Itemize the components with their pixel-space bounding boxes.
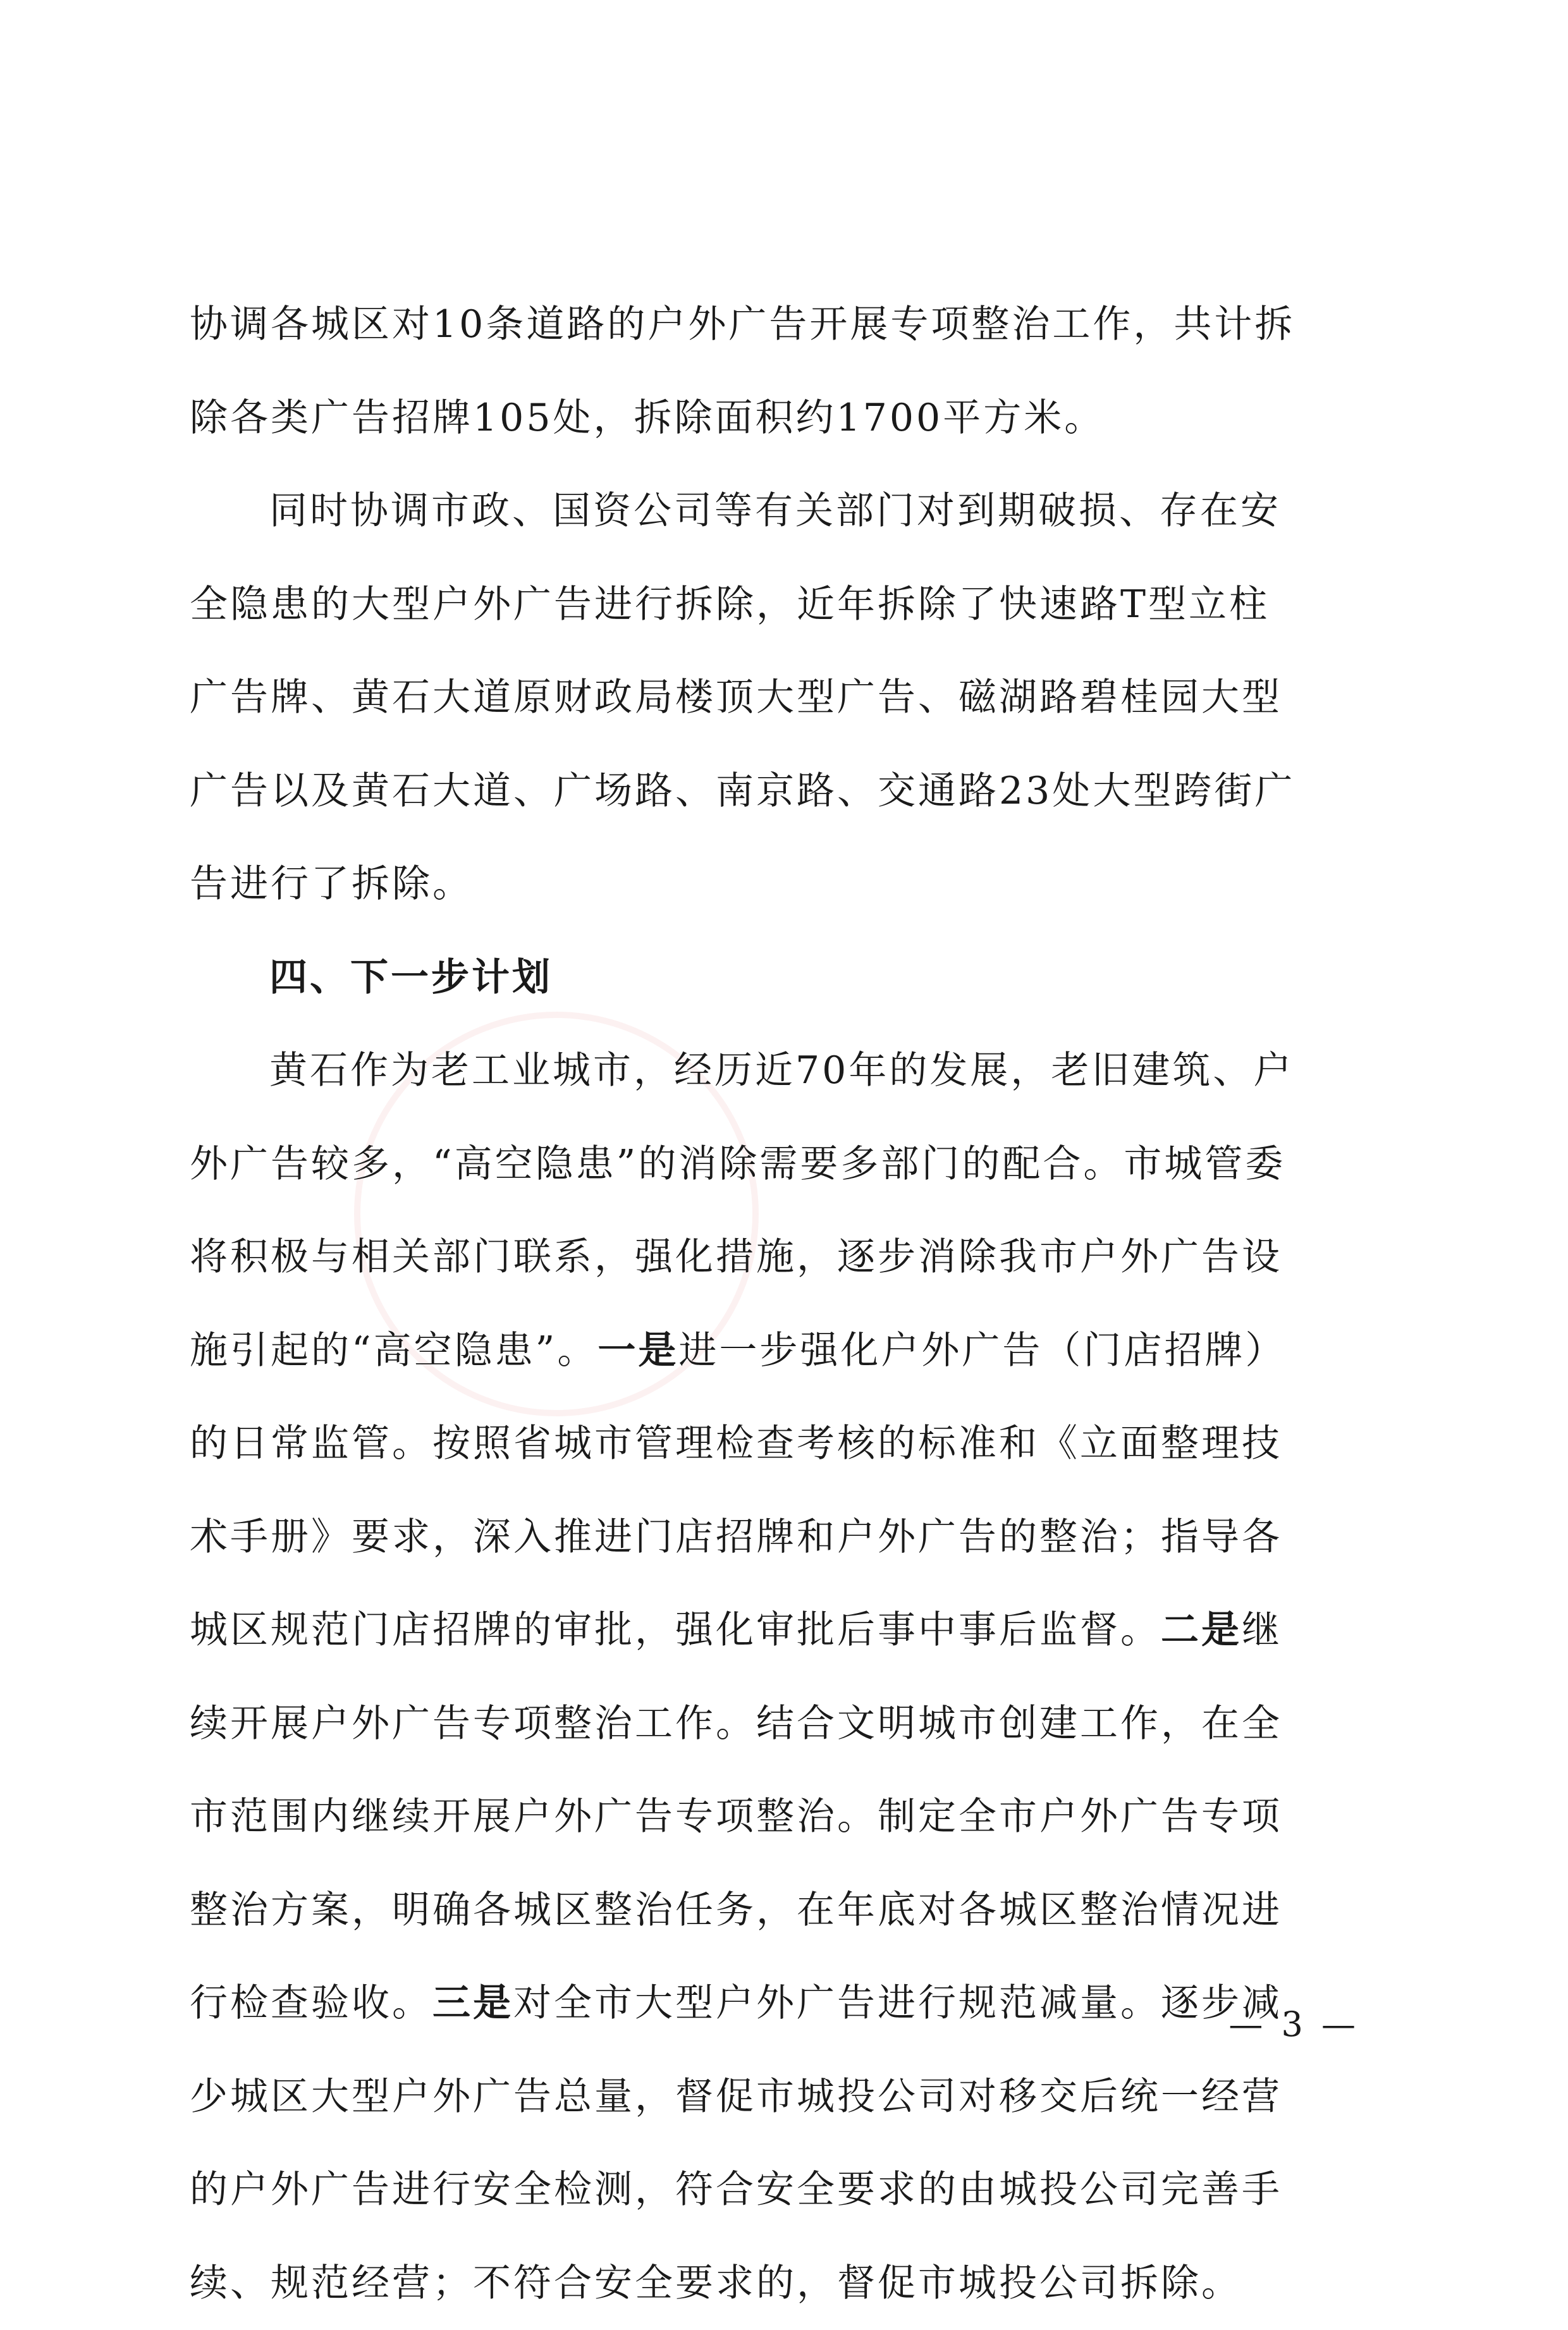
text-line: 续、规范经营；不符合安全要求的，督促市城投公司拆除。 bbox=[190, 2237, 1366, 2330]
text-line bbox=[190, 1304, 1366, 1398]
section-heading: 四、下一步计划 bbox=[190, 931, 1366, 1025]
text-line: 术手册》要求，深入推进门店招牌和户外广告的整治；指导各 bbox=[190, 1491, 1366, 1585]
emphasis-second-point: 二是 bbox=[1161, 1608, 1242, 1652]
text-line bbox=[190, 1957, 1366, 2051]
text-line: 市范围内继续开展户外广告专项整治。制定全市户外广告专项 bbox=[190, 1770, 1366, 1864]
text-line: 告进行了拆除。 bbox=[190, 838, 1366, 931]
text-line: 外广告较多，“高空隐患”的消除需要多部门的配合。市城管委 bbox=[190, 1118, 1366, 1211]
text-line: 续开展户外广告专项整治工作。结合文明城市创建工作，在全 bbox=[190, 1677, 1366, 1771]
text-line: 少城区大型户外广告总量，督促市城投公司对移交后统一经营 bbox=[190, 2051, 1366, 2144]
emphasis-first-point: 一是 bbox=[597, 1328, 678, 1373]
text-segment: 行检查验收。 bbox=[190, 1981, 432, 2025]
text-line: 广告牌、黄石大道原财政局楼顶大型广告、磁湖路碧桂园大型 bbox=[190, 651, 1366, 745]
text-segment: 进一步强化户外广告（门店招牌） bbox=[678, 1328, 1285, 1373]
text-line: 整治方案，明确各城区整治任务，在年底对各城区整治情况进 bbox=[190, 1864, 1366, 1958]
page-number: — 3 — bbox=[1228, 2004, 1359, 2044]
body-text bbox=[190, 278, 1366, 2330]
text-segment: 继 bbox=[1242, 1608, 1282, 1652]
text-line bbox=[190, 1584, 1366, 1677]
text-line: 广告以及黄石大道、广场路、南京路、交通路23处大型跨街广 bbox=[190, 745, 1366, 838]
text-line: 协调各城区对10条道路的户外广告开展专项整治工作，共计拆 bbox=[190, 278, 1366, 372]
paragraph-start-line: 同时协调市政、国资公司等有关部门对到期破损、存在安 bbox=[190, 465, 1366, 558]
text-segment: 城区规范门店招牌的审批，强化审批后事中事后监督。 bbox=[190, 1608, 1161, 1652]
paragraph-start-line: 黄石作为老工业城市，经历近70年的发展，老旧建筑、户 bbox=[190, 1024, 1366, 1118]
text-line: 全隐患的大型户外广告进行拆除，近年拆除了快速路T型立柱 bbox=[190, 558, 1366, 652]
text-line: 将积极与相关部门联系，强化措施，逐步消除我市户外广告设 bbox=[190, 1211, 1366, 1304]
text-segment: 对全市大型户外广告进行规范减量。逐步减 bbox=[513, 1981, 1282, 2025]
text-line: 除各类广告招牌105处，拆除面积约1700平方米。 bbox=[190, 372, 1366, 465]
text-line: 的户外广告进行安全检测，符合安全要求的由城投公司完善手 bbox=[190, 2143, 1366, 2237]
text-segment: 施引起的“高空隐患”。 bbox=[190, 1328, 597, 1373]
emphasis-third-point: 三是 bbox=[432, 1981, 513, 2025]
text-line: 的日常监管。按照省城市管理检查考核的标准和《立面整理技 bbox=[190, 1397, 1366, 1491]
